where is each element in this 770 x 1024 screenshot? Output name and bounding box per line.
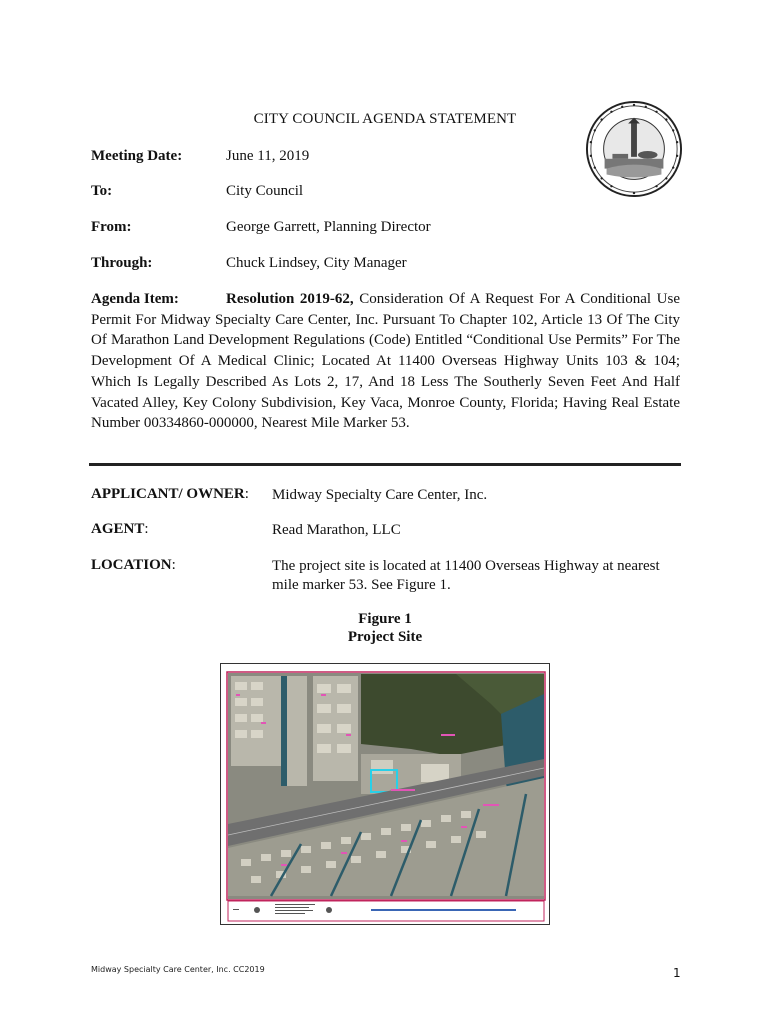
agenda-item-text: Consideration Of A Request For A Conditional Use Permit For Midway Specialty Care Center, Inc. Pursuant To Chapter 102, Article 13 Of The City Of Marathon Land Development Regulations (Code) Entitled “Conditional Use Permits” For The Development Of A Medical Clinic; Located At 11400 Overseas Highway Units 103 & 104; Which Is Legally Described As Lots 2, 17, And 18 Less The Southerly Seven Feet And Half Vacated Alley, Key Colony Subdivision, Key Vaca, Monroe County, Florida; Having Real Estate Number 00334860-000000, Nearest Mile Marker 53. xyxy=(91,291,680,432)
agent-label-wrap xyxy=(91,521,149,538)
to-label: To: xyxy=(91,183,113,199)
project-site-map xyxy=(220,663,550,925)
applicant-colon: : xyxy=(244,486,249,502)
through-value: Chuck Lindsey, City Manager xyxy=(226,255,407,271)
from-value: George Garrett, Planning Director xyxy=(226,219,431,235)
document-title: CITY COUNCIL AGENDA STATEMENT xyxy=(253,111,517,127)
agent-label: AGENT xyxy=(91,521,145,537)
footer-text: Midway Specialty Care Center, Inc. CC2019 xyxy=(91,965,265,974)
location-label-wrap xyxy=(91,557,176,574)
figure-number: Figure 1 xyxy=(358,611,412,627)
figure-caption: Project Site xyxy=(347,629,423,645)
agent-colon: : xyxy=(144,521,149,537)
agenda-item-paragraph xyxy=(91,289,680,434)
applicant-label-wrap xyxy=(91,486,249,503)
resolution-number: Resolution 2019-62, xyxy=(226,291,354,307)
agenda-item-label: Agenda Item: xyxy=(91,291,179,307)
location-value: The project site is located at 11400 Overseas Highway at nearest mile marker 53. See Figure 1. xyxy=(272,558,660,593)
location-label: LOCATION xyxy=(91,557,172,573)
aerial-map-image xyxy=(221,664,549,924)
page-number: 1 xyxy=(673,966,681,980)
agent-value: Read Marathon, LLC xyxy=(272,522,401,538)
meeting-date-label: Meeting Date: xyxy=(91,148,183,164)
applicant-value: Midway Specialty Care Center, Inc. xyxy=(272,487,488,503)
section-divider xyxy=(89,463,681,466)
to-value: City Council xyxy=(226,183,304,199)
from-label: From: xyxy=(91,219,132,235)
through-label: Through: xyxy=(91,255,153,271)
meeting-date-value: June 11, 2019 xyxy=(226,148,310,164)
applicant-label: APPLICANT/ OWNER xyxy=(91,486,245,502)
location-colon: : xyxy=(171,557,176,573)
